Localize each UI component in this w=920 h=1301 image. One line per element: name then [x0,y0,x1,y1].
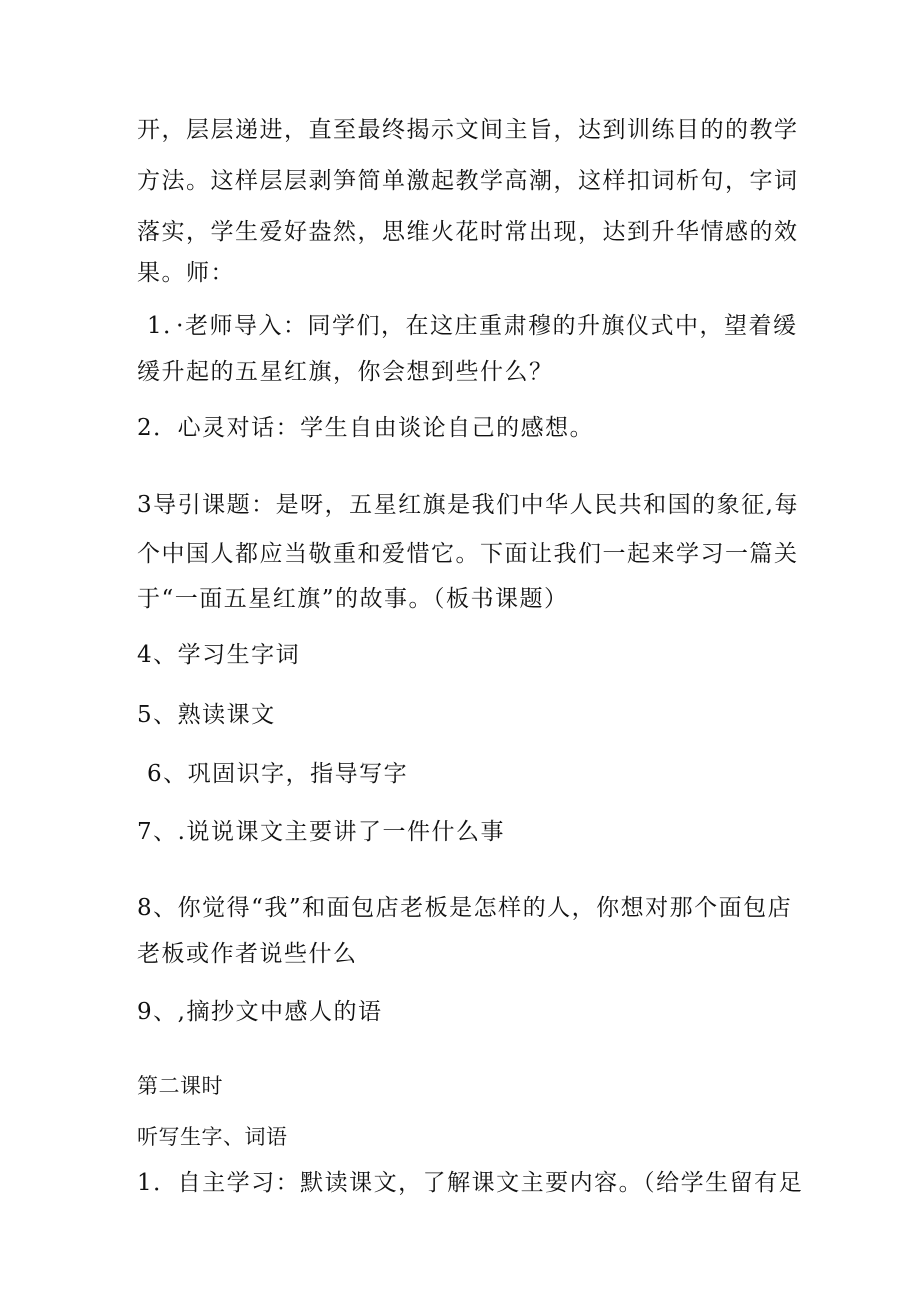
paragraph-line-2: 方法。这样层层剥笋简单激起教学高潮，这样扣词析句，字词 [137,168,799,194]
section-list-item-1: 1．自主学习：默读课文，了解课文主要内容。（给学生留有足 [137,1170,804,1196]
list-item-3-line-1: 3导引课题：是呀，五星红旗是我们中华人民共和国的象征,每 [137,492,799,518]
list-item-2: 2．心灵对话：学生自由谈论自己的感想。 [137,415,595,441]
list-item-3-line-3: 于“一面五星红旗”的故事。（板书课题） [137,586,569,612]
list-item-3-line-2: 个中国人都应当敬重和爱惜它。下面让我们一起来学习一篇关 [137,541,799,567]
list-item-1-line-2: 缓升起的五星红旗，你会想到些什么？ [137,359,554,385]
list-item-8-line-2: 老板或作者说些什么 [137,941,358,967]
paragraph-line-1: 开，层层递进，直至最终揭示文间主旨，达到训练目的的教学 [137,117,799,143]
list-item-7: 7、.说说课文主要讲了一件什么事 [137,819,505,845]
list-item-4: 4、学习生字词 [137,642,301,668]
list-item-8-line-1: 8、你觉得“我”和面包店老板是怎样的人，你想对那个面包店 [137,895,793,921]
list-item-5: 5、熟读课文 [137,702,276,728]
paragraph-line-4: 果。师： [137,260,235,286]
section-heading: 第二课时 [137,1074,223,1098]
section-subheading: 听写生字、词语 [137,1125,288,1149]
paragraph-line-3: 落实，学生爱好盎然，思维火花时常出现，达到升华情感的效 [137,219,799,245]
list-item-9: 9、,摘抄文中感人的语 [137,999,383,1025]
list-item-6: 6、巩固识字，指导写字 [147,761,409,787]
list-item-1-line-1: 1．·老师导入：同学们，在这庄重肃穆的升旗仪式中，望着缓 [147,313,798,339]
